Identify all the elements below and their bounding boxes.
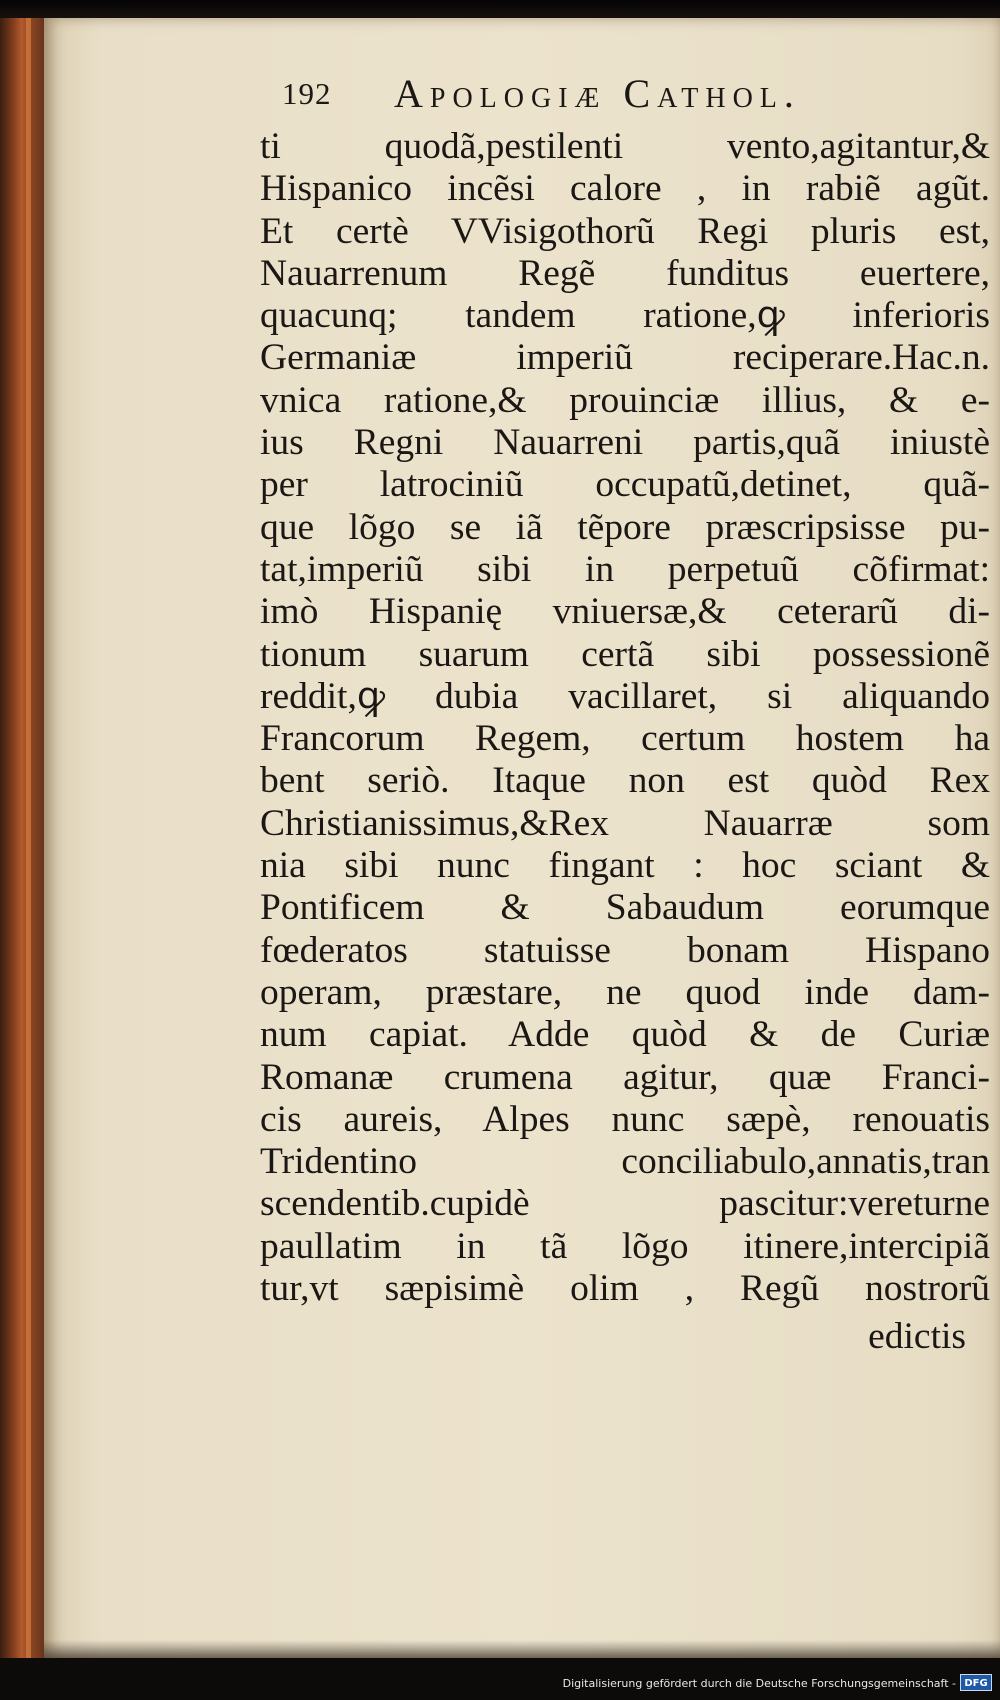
dfg-logo: DFG	[960, 1674, 992, 1691]
text-line: Tridentino conciliabulo,annatis,tran	[260, 1141, 990, 1183]
text-line: operam, præstare, ne quod inde dam-	[260, 971, 990, 1013]
text-line: imò Hispanię vniuersæ,& ceterarũ di-	[260, 591, 990, 633]
text-line: Christianissimus,&Rex Nauarræ som	[260, 802, 990, 844]
book-spine-edge	[0, 18, 48, 1658]
text-line: scendentib.cupidè pascitur:vereturne	[260, 1183, 990, 1225]
running-head: Apologiæ Cathol.	[394, 71, 801, 116]
text-line: Germaniæ imperiũ reciperare.Hac.n.	[260, 337, 990, 379]
catchword: edictis	[868, 1316, 966, 1358]
text-line: nia sibi nunc fingant : hoc sciant &	[260, 845, 990, 887]
text-line: ius Regni Nauarreni partis,quã iniustè	[260, 422, 990, 464]
text-line: fœderatos statuisse bonam Hispano	[260, 929, 990, 971]
text-line: Pontificem & Sabaudum eorumque	[260, 887, 990, 929]
text-line: tionum suarum certã sibi possessionẽ	[260, 633, 990, 675]
text-line: cis aureis, Alpes nunc sæpè, renouatis	[260, 1098, 990, 1140]
text-line: tur,vt sæpisimè olim , Regũ nostrorũ	[260, 1268, 990, 1310]
book-page	[44, 18, 1000, 1658]
text-line: Nauarrenum Regẽ funditus euertere,	[260, 252, 990, 294]
text-line: vnica ratione,& prouinciæ illius, & e-	[260, 379, 990, 421]
text-line: tat,imperiũ sibi in perpetuũ cõfirmat:	[260, 548, 990, 590]
spine-highlight	[26, 18, 31, 1658]
text-line: reddit,ꝙ dubia vacillaret, si aliquando	[260, 675, 990, 717]
text-line: que lõgo se iã tẽpore præscripsisse pu-	[260, 506, 990, 548]
funding-credit: Digitalisierung gefördert durch die Deutsche Forschungsgemeinschaft -	[562, 1677, 956, 1690]
body-text	[260, 126, 990, 1359]
page-header	[44, 62, 1000, 122]
text-line: Romanæ crumena agitur, quæ Franci-	[260, 1056, 990, 1098]
text-line: bent seriò. Itaque non est quòd Rex	[260, 760, 990, 802]
page-number: 192	[282, 76, 332, 111]
text-line: paullatim in tã lõgo itinere,intercipiã	[260, 1225, 990, 1267]
text-line: quacunq; tandem ratione,ꝙ inferioris	[260, 295, 990, 337]
page-shadow	[44, 1640, 1000, 1658]
text-line: per latrociniũ occupatũ,detinet, quã-	[260, 464, 990, 506]
footer-bar	[0, 1658, 1000, 1700]
text-line: Francorum Regem, certum hostem ha	[260, 718, 990, 760]
text-line: Hispanico incẽsi calore , in rabiẽ agũt.	[260, 168, 990, 210]
text-line: num capiat. Adde quòd & de Curiæ	[260, 1014, 990, 1056]
text-line: Et certè VVisigothorũ Regi pluris est,	[260, 210, 990, 252]
text-line: ti quodã,pestilenti vento,agitantur,&	[260, 126, 990, 167]
